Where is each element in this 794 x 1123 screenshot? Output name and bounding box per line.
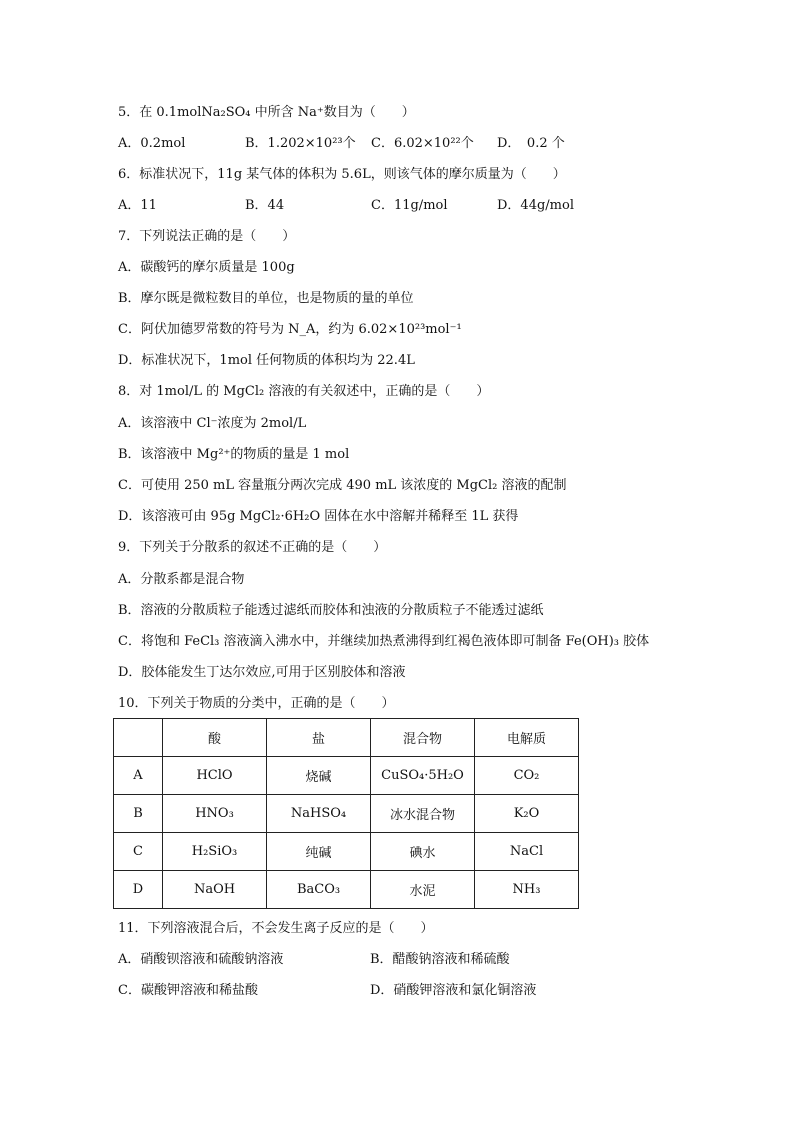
table-cell: B	[114, 795, 163, 833]
table-header-cell: 电解质	[475, 719, 579, 757]
table-cell: NaOH	[163, 871, 267, 909]
table-header-cell: 酸	[163, 719, 267, 757]
q6-option-a: A．11	[118, 198, 157, 213]
table-cell: 冰水混合物	[371, 795, 475, 833]
q7-option-c: C．阿伏加德罗常数的符号为 N_A，约为 6.02×10²³mol⁻¹	[118, 322, 462, 337]
q11-option-c: C．碳酸钾溶液和稀盐酸	[118, 983, 258, 998]
table-cell: NH₃	[475, 871, 579, 909]
q6-option-d: D．44g/mol	[497, 198, 574, 213]
q10-stem: 10．下列关于物质的分类中，正确的是（ ）	[118, 696, 395, 711]
table-cell: A	[114, 757, 163, 795]
q5-option-c: C．6.02×10²²个	[371, 136, 474, 151]
table-cell: HNO₃	[163, 795, 267, 833]
q8-option-c: C．可使用 250 mL 容量瓶分两次完成 490 mL 该浓度的 MgCl₂ 溶液的配制	[118, 478, 567, 493]
table-cell: 烧碱	[267, 757, 371, 795]
table-cell: CuSO₄·5H₂O	[371, 757, 475, 795]
classification-table	[113, 718, 579, 909]
table-cell: CO₂	[475, 757, 579, 795]
q7-option-d: D．标准状况下，1mol 任何物质的体积均为 22.4L	[118, 353, 415, 368]
table-row	[114, 795, 579, 833]
q8-option-a: A．该溶液中 Cl⁻浓度为 2mol/L	[118, 416, 307, 431]
table-header-cell	[114, 719, 163, 757]
q11-option-d: D．硝酸钾溶液和氯化铜溶液	[370, 983, 537, 998]
q6-option-c: C．11g/mol	[371, 198, 448, 213]
table-cell: 碘水	[371, 833, 475, 871]
q6-option-b: B．44	[245, 198, 285, 213]
table-cell: HClO	[163, 757, 267, 795]
q9-option-d: D．胶体能发生丁达尔效应,可用于区别胶体和溶液	[118, 665, 406, 680]
q6-stem: 6．标准状况下，11g 某气体的体积为 5.6L，则该气体的摩尔质量为（ ）	[118, 167, 566, 182]
table-cell: K₂O	[475, 795, 579, 833]
q7-option-a: A．碳酸钙的摩尔质量是 100g	[118, 260, 295, 275]
q5-option-d: D． 0.2 个	[497, 136, 565, 151]
table-cell: H₂SiO₃	[163, 833, 267, 871]
table-row	[114, 871, 579, 909]
q11-option-a: A．硝酸钡溶液和硫酸钠溶液	[118, 952, 284, 967]
q8-option-b: B．该溶液中 Mg²⁺的物质的量是 1 mol	[118, 447, 350, 462]
table-header-row	[114, 719, 579, 757]
q5-option-b: B．1.202×10²³个	[245, 136, 356, 151]
q8-stem: 8．对 1mol/L 的 MgCl₂ 溶液的有关叙述中，正确的是（ ）	[118, 384, 490, 399]
q9-option-c: C．将饱和 FeCl₃ 溶液滴入沸水中，并继续加热煮沸得到红褐色液体即可制备 Fe(OH)₃ 胶体	[118, 634, 650, 649]
table-row	[114, 757, 579, 795]
table-cell: 水泥	[371, 871, 475, 909]
q9-stem: 9．下列关于分散系的叙述不正确的是（ ）	[118, 540, 387, 555]
table-row	[114, 833, 579, 871]
table-cell: D	[114, 871, 163, 909]
q11-option-b: B．醋酸钠溶液和稀硫酸	[370, 952, 510, 967]
q11-stem: 11．下列溶液混合后，不会发生离子反应的是（ ）	[118, 921, 434, 936]
table-cell: BaCO₃	[267, 871, 371, 909]
q8-option-d: D．该溶液可由 95g MgCl₂·6H₂O 固体在水中溶解并稀释至 1L 获得	[118, 509, 519, 524]
q7-option-b: B．摩尔既是微粒数目的单位，也是物质的量的单位	[118, 291, 414, 306]
table-cell: C	[114, 833, 163, 871]
q5-option-a: A．0.2mol	[118, 136, 186, 151]
table-cell: NaCl	[475, 833, 579, 871]
q5-stem: 5．在 0.1molNa₂SO₄ 中所含 Na⁺数目为（ ）	[118, 105, 415, 120]
q9-option-b: B．溶液的分散质粒子能透过滤纸而胶体和浊液的分散质粒子不能透过滤纸	[118, 603, 544, 618]
q7-stem: 7．下列说法正确的是（ ）	[118, 229, 296, 244]
table-cell: NaHSO₄	[267, 795, 371, 833]
q9-option-a: A．分散系都是混合物	[118, 572, 245, 587]
table-cell: 纯碱	[267, 833, 371, 871]
table-header-cell: 盐	[267, 719, 371, 757]
table-header-cell: 混合物	[371, 719, 475, 757]
